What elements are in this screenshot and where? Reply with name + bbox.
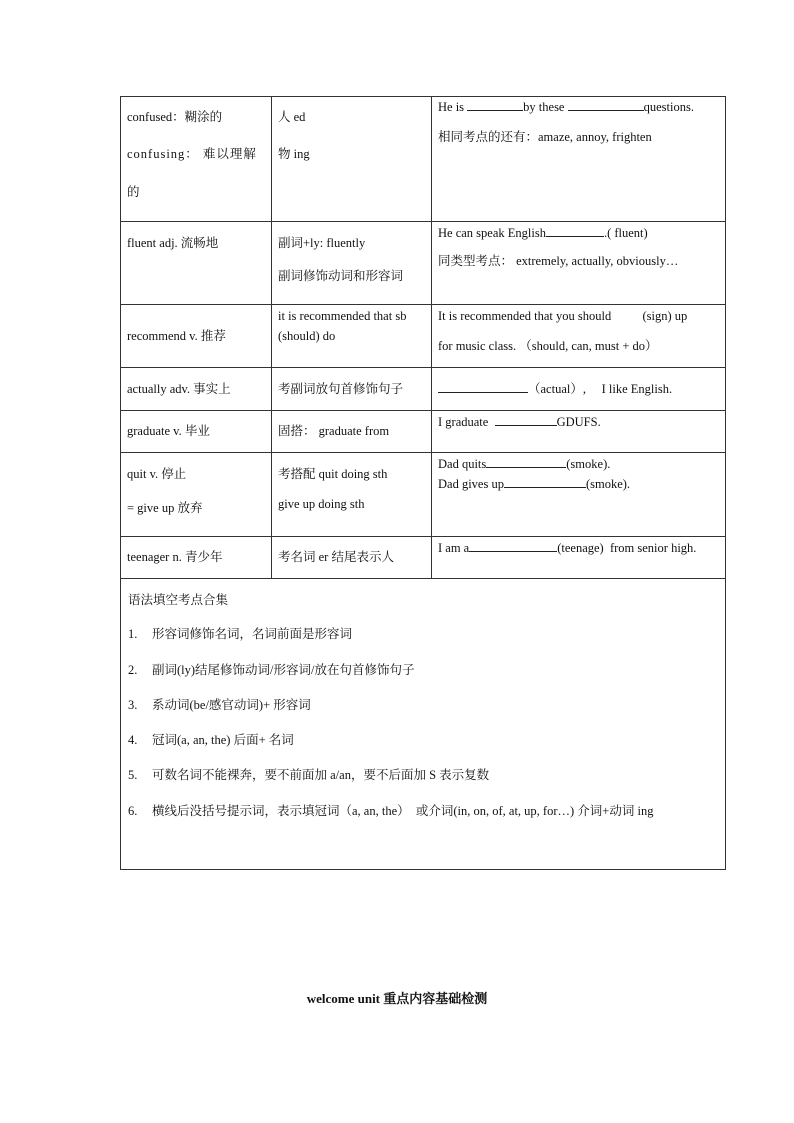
point-cell	[272, 97, 432, 222]
answer-blank[interactable]	[568, 99, 644, 111]
example-note: 同类型考点： extremely, actually, obviously…	[438, 254, 679, 269]
example-sentence: Dad quits (smoke).	[438, 457, 611, 471]
answer-blank[interactable]	[486, 456, 566, 468]
summary-item: 2. 副词(ly)结尾修饰动词/形容词/放在句首修饰句子	[128, 662, 415, 677]
word-text: quit v. 停止	[127, 467, 187, 481]
word-cell	[121, 305, 272, 368]
summary-cell	[121, 579, 726, 870]
summary-item: 6. 横线后没括号提示词，表示填冠词（a, an, the） 或介词(in, on, of, at, up, for…) 介词+动词 ing	[128, 803, 654, 818]
example-cell	[432, 411, 726, 453]
summary-item: 5. 可数名词不能裸奔，要不前面加 a/an，要不后面加 S 表示复数	[128, 768, 490, 783]
table-row	[121, 453, 726, 537]
word-cell	[121, 97, 272, 222]
example-sentence: It is recommended that you should (sign) up	[438, 309, 688, 323]
example-sentence: I graduate GDUFS.	[438, 415, 601, 429]
table-row	[121, 368, 726, 411]
word-text: = give up 放弃	[127, 501, 203, 516]
point-text: 副词修饰动词和形容词	[278, 269, 404, 284]
word-text: actually adv. 事实上	[127, 381, 231, 396]
word-cell	[121, 222, 272, 305]
point-text: give up doing sth	[278, 497, 365, 512]
point-cell	[272, 411, 432, 453]
table-row	[121, 537, 726, 579]
point-text: 固搭： graduate from	[278, 424, 390, 439]
section-heading: welcome unit 重点内容基础检测	[306, 991, 488, 1006]
word-text: recommend v. 推荐	[127, 328, 226, 343]
point-cell	[272, 453, 432, 537]
example-cell	[432, 97, 726, 222]
point-text: it is recommended that sb	[278, 309, 407, 323]
answer-blank[interactable]	[467, 99, 523, 111]
example-sentence: He is by these questions.	[438, 100, 694, 114]
word-text: graduate v. 毕业	[127, 424, 210, 439]
table-row	[121, 305, 726, 368]
point-text: 考名词 er 结尾表示人	[278, 550, 394, 565]
table-row	[121, 411, 726, 453]
example-sentence: （actual）, I like English.	[438, 381, 719, 397]
table-row	[121, 222, 726, 305]
summary-item: 3. 系动词(be/感官动词)+ 形容词	[128, 697, 311, 712]
vocabulary-table	[120, 96, 726, 870]
summary-item: 1. 形容词修饰名词，名词前面是形容词	[128, 627, 353, 642]
example-sentence: for music class. （should, can, must + do）	[438, 339, 658, 354]
point-text: 考副词放句首修饰句子	[278, 381, 404, 396]
point-cell	[272, 368, 432, 411]
word-text: confused：糊涂的	[127, 110, 223, 124]
answer-blank[interactable]	[504, 476, 586, 488]
word-text: confusing： 难以理解	[127, 147, 257, 162]
example-cell	[432, 305, 726, 368]
answer-blank[interactable]	[469, 540, 557, 552]
point-cell	[272, 305, 432, 368]
word-text: teenager n. 青少年	[127, 550, 223, 565]
summary-title: 语法填空考点合集	[128, 593, 229, 607]
word-text: fluent adj. 流畅地	[127, 236, 219, 250]
answer-blank[interactable]	[546, 225, 604, 237]
example-sentence: He can speak English .( fluent)	[438, 226, 648, 240]
point-text: 考搭配 quit doing sth	[278, 467, 388, 481]
example-cell	[432, 537, 726, 579]
example-sentence: I am a (teenage) from senior high.	[438, 541, 697, 555]
example-note: 相同考点的还有：amaze, annoy, frighten	[438, 130, 652, 145]
example-cell	[432, 222, 726, 305]
example-cell	[432, 368, 726, 411]
point-text: 人 ed	[278, 110, 306, 124]
answer-blank[interactable]	[438, 381, 528, 393]
word-cell	[121, 368, 272, 411]
summary-row	[121, 579, 726, 870]
word-cell	[121, 411, 272, 453]
example-cell	[432, 453, 726, 537]
word-cell	[121, 453, 272, 537]
point-cell	[272, 222, 432, 305]
point-cell	[272, 537, 432, 579]
point-text: (should) do	[278, 329, 336, 344]
table-row	[121, 97, 726, 222]
answer-blank[interactable]	[495, 414, 557, 426]
point-text: 副词+ly: fluently	[278, 236, 366, 250]
point-text: 物 ing	[278, 147, 310, 162]
example-sentence: Dad gives up (smoke).	[438, 477, 631, 492]
word-text: 的	[127, 184, 140, 199]
summary-item: 4. 冠词(a, an, the) 后面+ 名词	[128, 733, 294, 747]
word-cell	[121, 537, 272, 579]
